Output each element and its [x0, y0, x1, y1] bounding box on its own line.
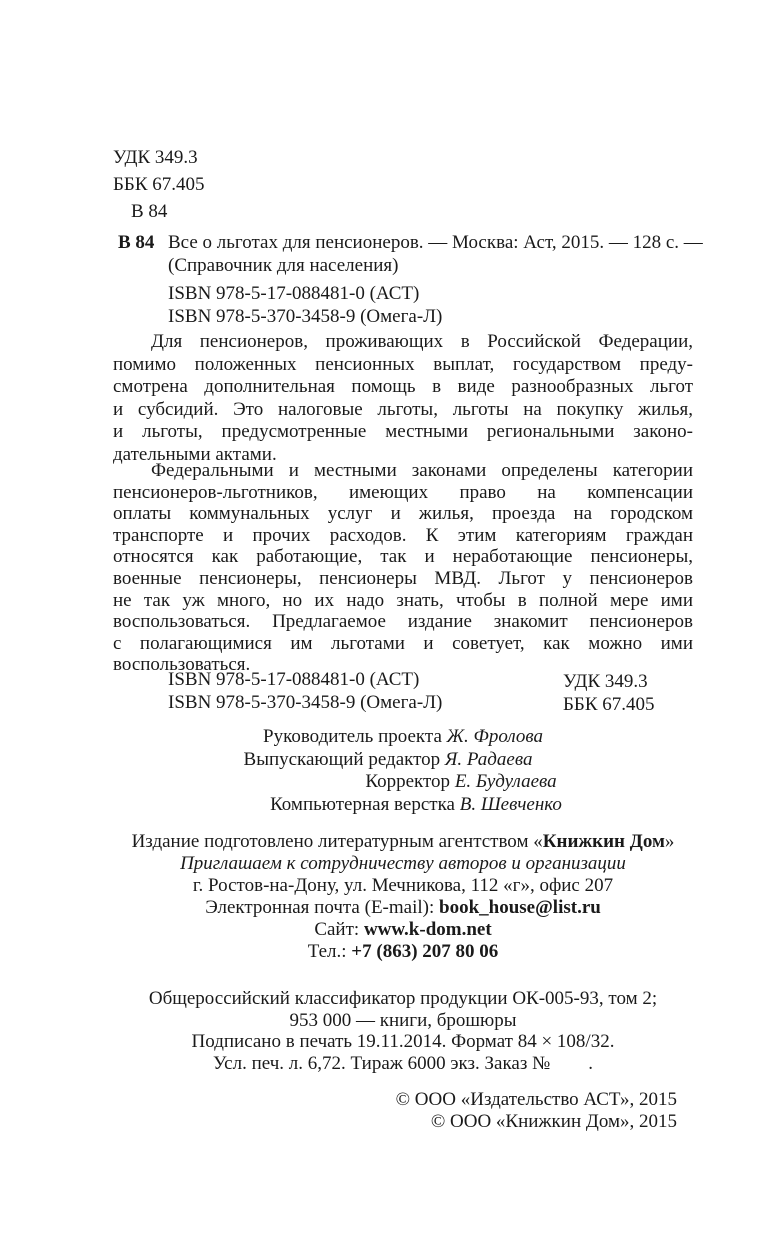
phone-label: Тел.: — [307, 941, 352, 962]
paragraph-line: смотрена дополнительная помощь в виде разнообразных льгот — [113, 376, 693, 398]
printing-line: Общероссийский классификатор продукции ОК-005-93, том 2; — [148, 988, 658, 1009]
email-value: book_house@list.ru — [439, 897, 601, 918]
credit-role: Компьютерная верстка — [270, 794, 460, 816]
credit-name: Е. Будулаева — [454, 771, 557, 793]
udk-code: УДК 349.3 — [563, 671, 648, 692]
isbn-line: ISBN 978-5-17-088481-0 (АСТ) — [168, 669, 420, 690]
paragraph-line: не так уж много, но их надо знать, чтобы в полной мере ими — [113, 589, 693, 611]
site-value: www.k-dom.net — [363, 919, 492, 940]
credit-line — [113, 726, 693, 749]
copyright-block — [113, 1089, 693, 1133]
credit-name: В. Шевченко — [459, 794, 562, 816]
annotation-paragraph-2 — [113, 460, 693, 676]
credit-line — [98, 749, 678, 772]
copyright-line: © ООО «Книжкин Дом», 2015 — [430, 1111, 677, 1132]
printing-line: Подписано в печать 19.11.2014. Формат 84 × 108/32. — [191, 1031, 615, 1053]
credit-line — [126, 794, 706, 817]
isbn-line: ISBN 978-5-370-3458-9 (Омега-Л) — [168, 306, 443, 327]
paragraph-line: Федеральными и местными законами определены категории — [151, 460, 693, 481]
phone-value: +7 (863) 207 80 06 — [351, 941, 499, 962]
classification-codes-right — [563, 670, 655, 716]
printing-line: 953 000 — книги, брошюры — [289, 1009, 517, 1031]
paragraph-line: пенсионеров-льготников, имеющих право на компенсации — [113, 481, 693, 503]
credit-name: Я. Радаева — [444, 748, 533, 770]
agency-line — [113, 831, 693, 853]
credit-role: Выпускающий редактор — [243, 748, 445, 770]
paragraph-line: и субсидий. Это налоговые льготы, льготы на покупку жилья, — [113, 398, 693, 420]
catalog-entry-line: (Справочник для населения) — [168, 255, 399, 276]
paragraph-line: дательными актами. — [113, 443, 277, 465]
credit-line — [171, 771, 751, 794]
agency-phone-line — [113, 941, 693, 963]
paragraph-line: военные пенсионеры, пенсионеры МВД. Льгот у пенсионеров — [113, 567, 693, 589]
isbn-line: ISBN 978-5-17-088481-0 (АСТ) — [168, 283, 420, 304]
catalog-entry-line: Все о льготах для пенсионеров. — Москва: Аст, 2015. — 128 с. — — [168, 232, 703, 253]
bbk-code: ББК 67.405 — [563, 694, 655, 715]
printing-line: Усл. печ. л. 6,72. Тираж 6000 экз. Заказ № . — [213, 1052, 593, 1074]
site-label: Сайт: — [314, 919, 364, 940]
staff-credits — [113, 726, 693, 817]
isbn-block-bottom — [113, 669, 693, 714]
printing-block — [113, 988, 693, 1074]
credit-name: Ж. Фролова — [446, 726, 543, 747]
paragraph-line: относятся как работающие, так и неработающие пенсионеры, — [113, 546, 693, 568]
author-mark: В 84 — [131, 201, 168, 222]
email-label: Электронная почта (E-mail): — [205, 897, 440, 918]
paragraph-line: воспользоваться. — [113, 654, 251, 676]
paragraph-line: Для пенсионеров, проживающих в Российской Федерации, — [151, 331, 693, 352]
agency-text: » — [664, 831, 675, 852]
paragraph-line: транспорте и прочих расходов. К этим категориям граждан — [113, 524, 693, 546]
copyright-line: © ООО «Издательство АСТ», 2015 — [395, 1089, 677, 1110]
bbk-code: ББК 67.405 — [113, 174, 205, 195]
agency-site-line — [113, 919, 693, 941]
paragraph-line: воспользоваться. Предлагаемое издание знакомит пенсионеров — [113, 611, 693, 633]
paragraph-line: с полагающимися им льготами и советует, как можно ими — [113, 632, 693, 654]
agency-address-line: г. Ростов-на-Дону, ул. Мечникова, 112 «г», офис 207 — [192, 875, 614, 896]
catalog-entry-text — [168, 231, 703, 277]
agency-email-line — [113, 897, 693, 919]
catalog-entry — [113, 231, 703, 277]
isbn-line: ISBN 978-5-370-3458-9 (Омега-Л) — [168, 691, 443, 713]
agency-invite-line: Приглашаем к сотрудничеству авторов и организации — [180, 853, 626, 874]
isbn-block-top — [113, 282, 693, 328]
credit-role: Руководитель проекта — [263, 726, 447, 747]
paragraph-line: оплаты коммунальных услуг и жилья, проезда на городском — [113, 503, 693, 525]
udk-code: УДК 349.3 — [113, 147, 198, 168]
agency-block — [113, 831, 693, 963]
agency-text: Издание подготовлено литературным агентством « — [131, 831, 543, 852]
credit-role: Корректор — [365, 771, 455, 793]
annotation-paragraph-1 — [113, 331, 693, 467]
catalog-code: В 84 — [118, 232, 155, 253]
paragraph-line: помимо положенных пенсионных выплат, государством преду- — [113, 353, 693, 375]
classification-block — [113, 146, 693, 227]
agency-name: Книжкин Дом — [542, 831, 665, 852]
paragraph-line: и льготы, предусмотренные местными региональными законо- — [113, 421, 693, 443]
